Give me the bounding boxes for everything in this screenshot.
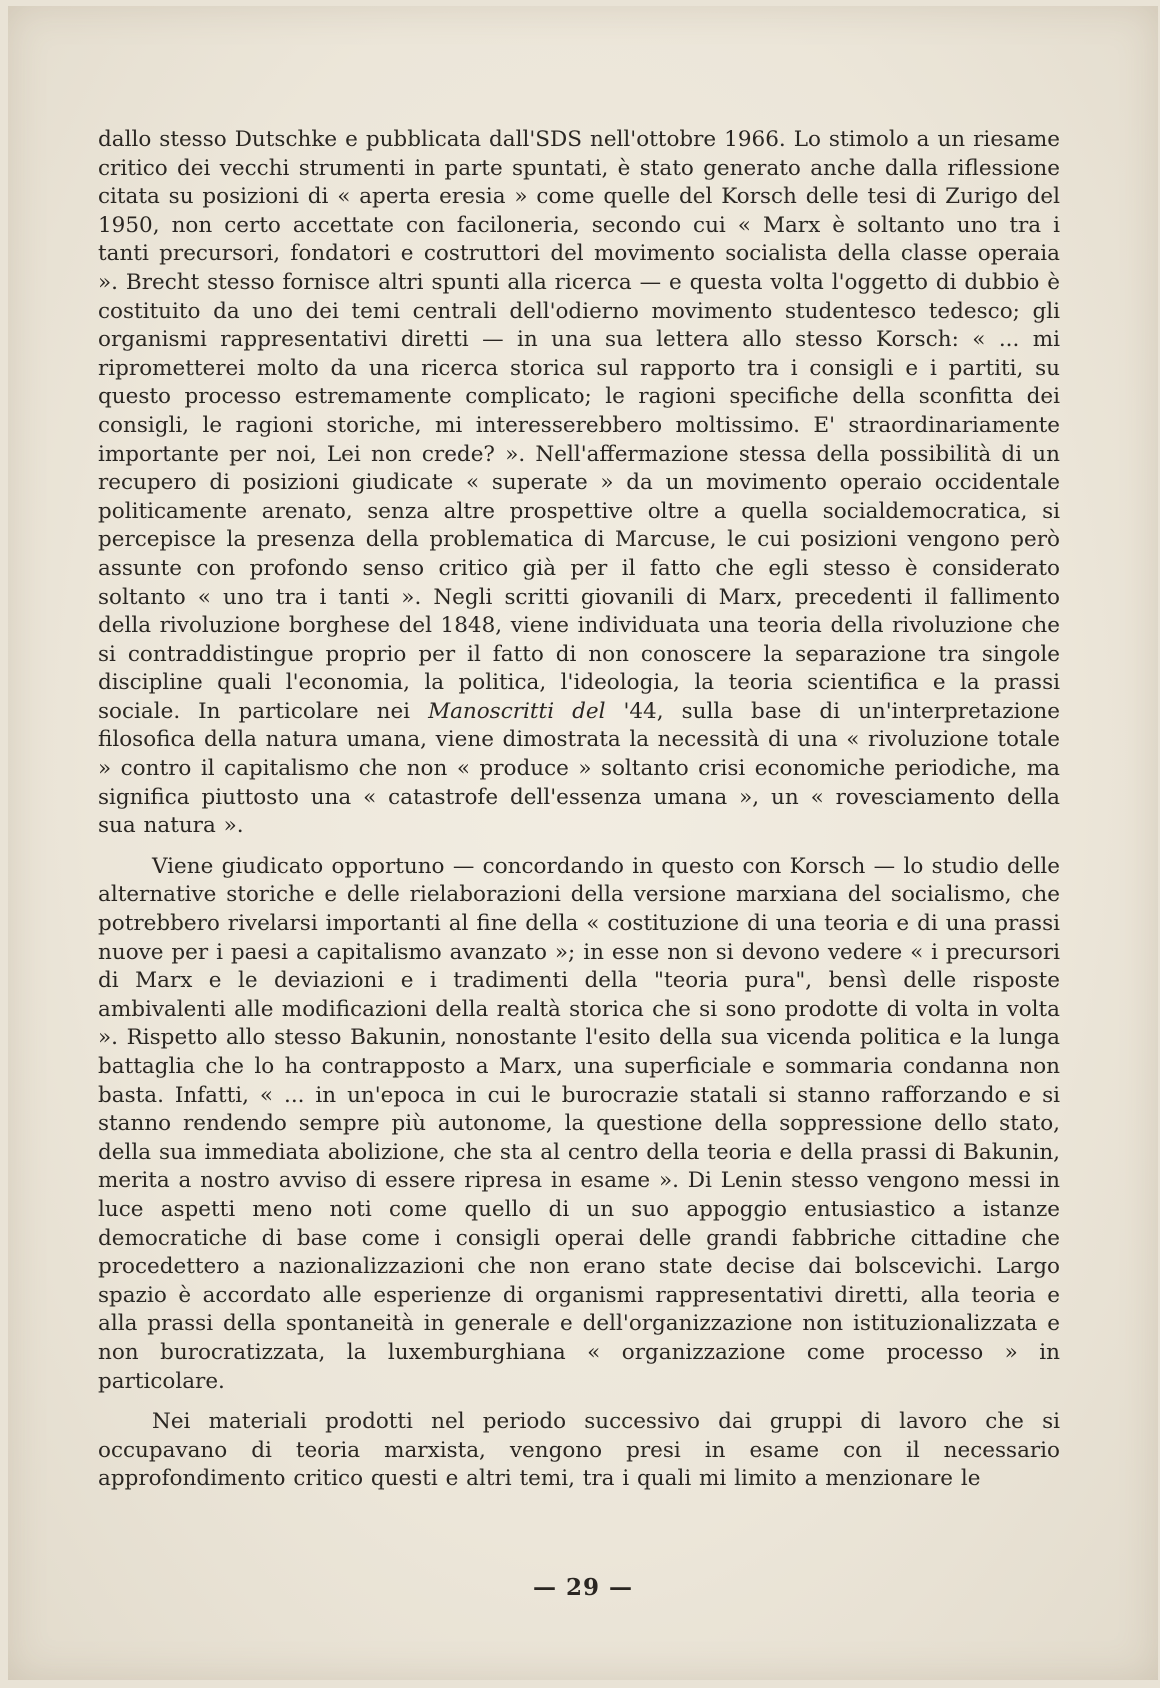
paragraph-2 xyxy=(98,853,1060,1396)
book-page xyxy=(8,6,1158,1680)
page-number: — 29 — xyxy=(532,1574,634,1601)
paragraph-1-italic-title: Manoscritti del xyxy=(428,698,606,724)
paragraph-3-text: Nei materiali prodotti nel periodo successivo dai gruppi di lavoro che si occupavano di teoria marxista, vengono presi in esame con il necessario approfondimento critico questi e altri temi, tra i quali mi limito a menzionare le xyxy=(98,1409,1060,1492)
paragraph-1-text-a: dallo stesso Dutschke e pubblicata dall'SDS nell'ottobre 1966. Lo stimolo a un riesame critico dei vecchi strumenti in parte spuntati, è stato generato anche dalla riflessione citata su posizioni di « aperta eresia » come quelle del Korsch delle tesi di Zurigo del 1950, non certo accettate con faciloneria, secondo cui « Marx è soltanto uno tra i tanti precursori, fondatori e costruttori del movimento socialista della classe operaia ». Brecht stesso fornisce altri spunti alla ricerca — e questa volta l'oggetto di dubbio è costituito da uno dei temi centrali dell'odierno movimento studentesco tedesco; gli organismi rappresentativi diretti — in una sua lettera allo stesso Korsch: « ... mi riprometterei molto da una ricerca storica sul rapporto tra i consigli e i partiti, su questo processo estremamente complicato; le ragioni specifiche della sconfitta dei consigli, le ragioni storiche, mi interesserebbero moltissimo. E' straordinariamente importante per noi, Lei non crede? ». Nell'affermazione stessa della possibilità di un recupero di posizioni giudicate « superate » da un movimento operaio occidentale politicamente arenato, senza altre prospettive oltre a quella socialdemocratica, si percepisce la presenza della problematica di Marcuse, le cui posizioni vengono però assunte con profondo senso critico già per il fatto che egli stesso è considerato soltanto « uno tra i tanti ». Negli scritti giovanili di Marx, precedenti il fallimento della rivoluzione borghese del 1848, viene individuata una teoria della rivoluzione che si contraddistingue proprio per il fatto di non conoscere la separazione tra singole discipline quali l'economia, la politica, l'ideologia, la teoria scientifica e la prassi sociale. In particolare nei xyxy=(98,127,1060,724)
paragraph-2-text: Viene giudicato opportuno — concordando in questo con Korsch — lo studio delle alternative storiche e delle rielaborazioni della versione marxiana del socialismo, che potrebbero rivelarsi importanti al fine della « costituzione di una teoria e di una prassi nuove per i paesi a capitalismo avanzato »; in esse non si devono vedere « i precursori di Marx e le deviazioni e i tradimenti della "teoria pura", bensì delle risposte ambivalenti alle modificazioni della realtà storica che si sono prodotte di volta in volta ». Rispetto allo stesso Bakunin, nonostante l'esito della sua vicenda politica e la lunga battaglia che lo ha contrapposto a Marx, una superficiale e sommaria condanna non basta. Infatti, « ... in un'epoca in cui le burocrazie statali si stanno rafforzando e si stanno rendendo sempre più autonome, la questione della soppressione dello stato, della sua immediata abolizione, che sta al centro della teoria e della prassi di Bakunin, merita a nostro avviso di essere ripresa in esame ». Di Lenin stesso vengono messi in luce aspetti meno noti come quello di un suo appoggio entusiastico a istanze democratiche di base come i consigli operai delle grandi fabbriche cittadine che procedettero a nazionalizzazioni che non erano state decise dai bolscevichi. Largo spazio è accordato alle esperienze di organismi rappresentativi diretti, alla teoria e alla prassi della spontaneità in generale e dell'organizzazione non istituzionalizzata e non burocratizzata, la luxemburghiana « organizzazione come processo » in particolare. xyxy=(98,853,1060,1394)
paragraph-1-text-b: '44, sulla base di un'interpretazione filosofica della natura umana, viene dimostrata la necessità di una « rivoluzione totale » contro il capitalismo che non « produce » soltanto crisi economiche periodiche, ma significa piuttosto una « catastrofe dell'essenza umana », un « rovesciamento della sua natura ». xyxy=(98,698,1060,839)
paragraph-3 xyxy=(98,1408,1060,1494)
body-text xyxy=(98,126,1060,1494)
paragraph-1 xyxy=(98,126,1060,841)
